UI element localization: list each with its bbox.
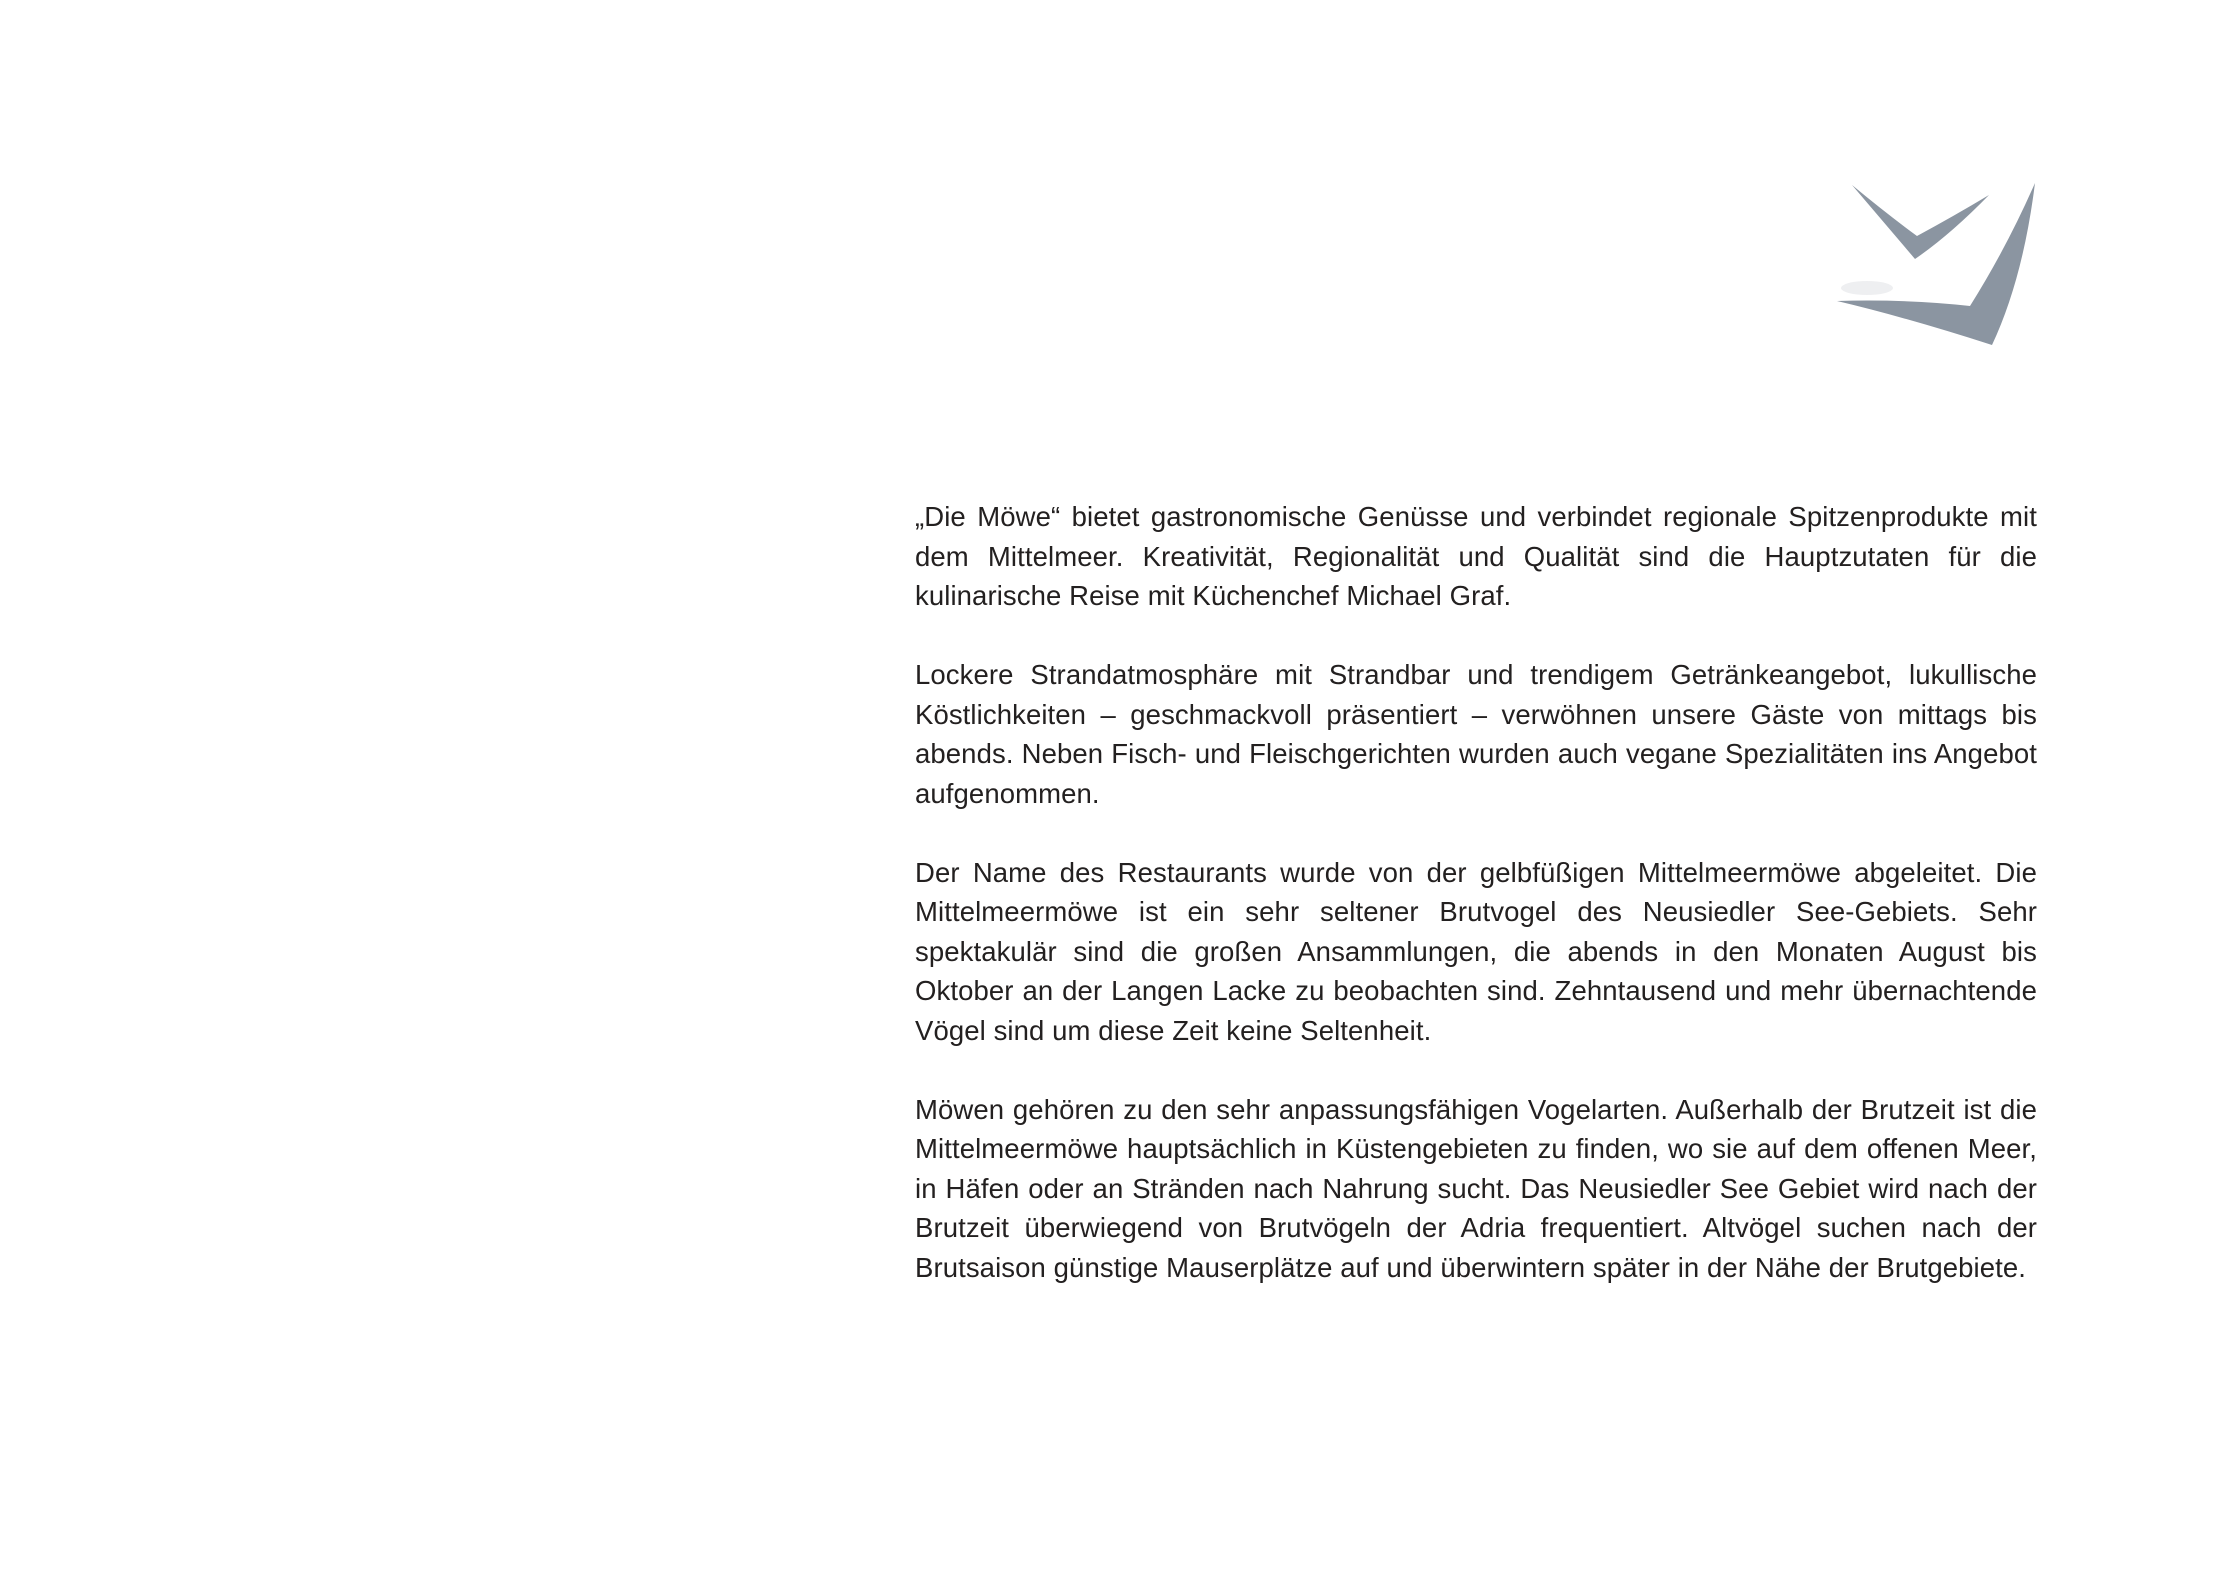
paragraph-moewen-info: Möwen gehören zu den sehr anpassungsfähigen Vogelarten. Außerhalb der Brutzeit ist die Mittelmeermöwe hauptsächlich in Küstengebieten zu finden, wo sie auf dem offenen Meer, in Häfen oder an Stränden nach Nahrung sucht. Das Neusiedler See Gebiet wird nach der Brutzeit überwiegend von Brutvögeln der Adria frequentiert. Altvögel suchen nach der Brutsaison günstige Mauserplätze auf und überwintern später in der Nähe der Brutgebiete. bbox=[915, 1093, 2037, 1283]
logo-large-check bbox=[1837, 183, 2035, 345]
paragraph-name-origin: Der Name des Restaurants wurde von der gelbfüßigen Mittelmeermöwe abgeleitet. Die Mittelmeermöwe ist ein sehr seltener Brutvogel des Neusiedler See-Gebiets. Sehr spektakulär sind die großen Ansammlungen, die abends in den Monaten August bis Oktober an der Langen Lacke zu beobachten sind. Zehntausend und mehr übernachtende Vögel sind um diese Zeit keine Seltenheit. bbox=[915, 856, 2037, 1046]
paragraph-strandbar: Lockere Strandatmosphäre mit Strandbar und trendigem Getränkeangebot, lukullische Köstlichkeiten – geschmackvoll präsentiert – verwöhnen unsere Gäste von mittags bis abends. Neben Fisch- und Fleischgerichten wurden auch vegane Spezialitäten ins Angebot aufgenommen. bbox=[915, 659, 2037, 809]
seagull-logo-icon bbox=[1837, 183, 2037, 347]
body-text-column bbox=[915, 497, 2037, 1287]
paragraph-restaurant-intro: „Die Möwe“ bietet gastronomische Genüsse und verbindet regionale Spitzenprodukte mit dem Mittelmeer. Kreativität, Regionalität und Qualität sind die Hauptzutaten für die kulinarische Reise mit Küchenchef Michael Graf. bbox=[915, 501, 2037, 611]
logo-smudge bbox=[1841, 281, 1893, 295]
logo-small-check bbox=[1852, 185, 1989, 259]
